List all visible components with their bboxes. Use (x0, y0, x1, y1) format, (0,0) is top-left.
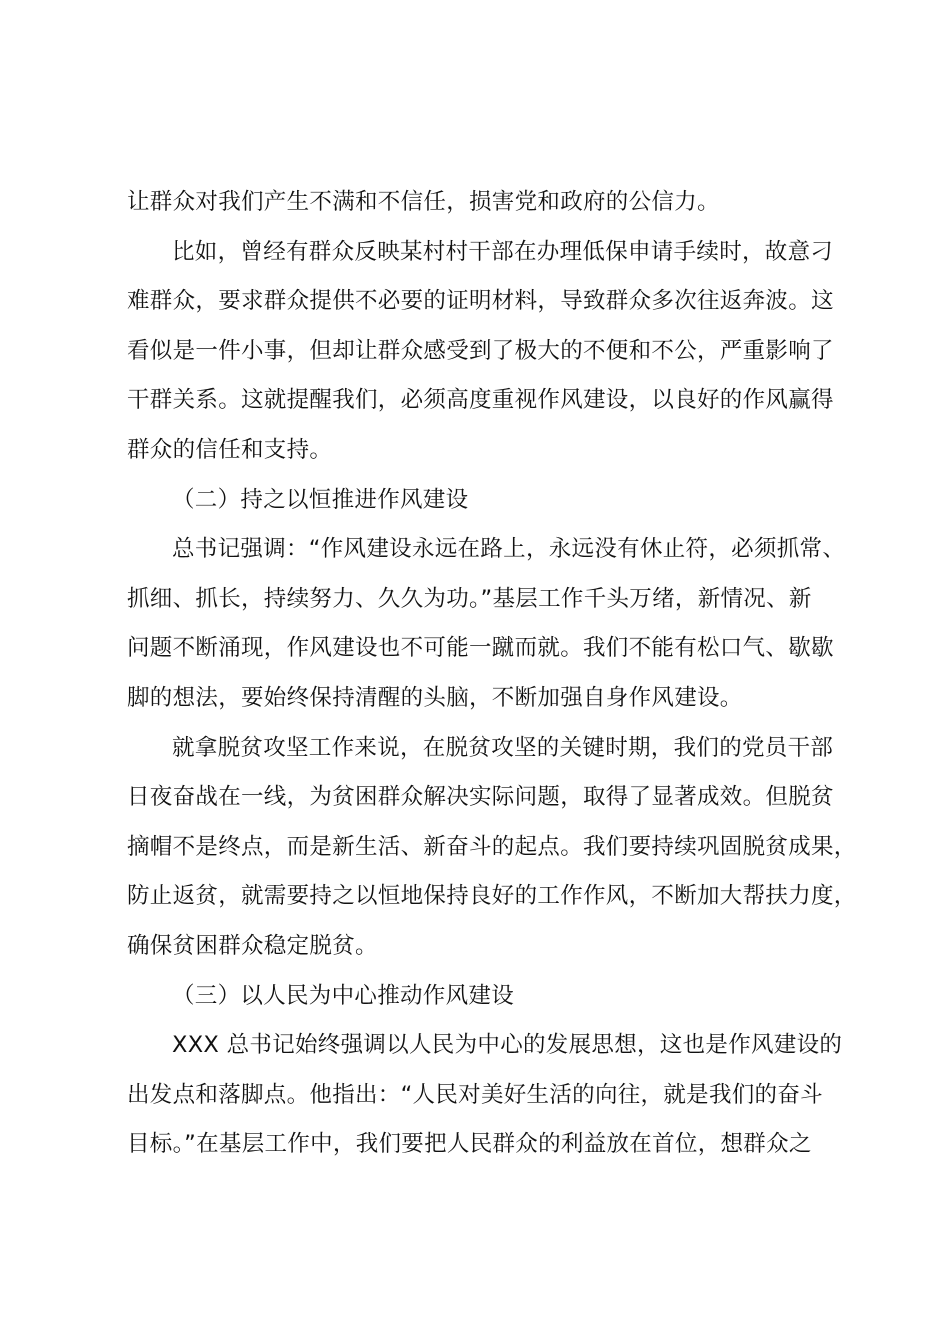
text-line: 总书记强调：“作风建设永远在路上，永远没有休止符，必须抓常、 (172, 536, 846, 563)
text-line: 难群众，要求群众提供不必要的证明材料，导致群众多次往返奔波。这 (127, 288, 834, 315)
text-line: 脚的想法，要始终保持清醒的头脑，不断加强自身作风建设。 (127, 684, 743, 711)
text-line: 看似是一件小事，但却让群众感受到了极大的不便和不公，严重影响了 (127, 337, 834, 364)
text-line: 群众的信任和支持。 (127, 436, 333, 463)
text-line: 出发点和落脚点。他指出：“人民对美好生活的向往，就是我们的奋斗 (127, 1081, 823, 1108)
text-line: 确保贫困群众稳定脱贫。 (127, 932, 378, 959)
text-line: 摘帽不是终点，而是新生活、新奋斗的起点。我们要持续巩固脱贫成果， (127, 833, 857, 860)
text-line: 日夜奋战在一线，为贫困群众解决实际问题，取得了显著成效。但脱贫 (127, 784, 834, 811)
document-body (127, 178, 857, 1170)
text-line: 干群关系。这就提醒我们，必须高度重视作风建设，以良好的作风赢得 (127, 387, 834, 414)
text-line: 抓细、抓长，持续努力、久久为功。”基层工作千头万绪，新情况、新 (127, 585, 812, 612)
section-heading: （三）以人民为中心推动作风建设 (172, 982, 515, 1009)
text-line: 让群众对我们产生不满和不信任，损害党和政府的公信力。 (127, 189, 720, 215)
text-line: 目标。”在基层工作中，我们要把人民群众的利益放在首位，想群众之 (127, 1131, 812, 1158)
text-line: 问题不断涌现，作风建设也不可能一蹴而就。我们不能有松口气、歇歇 (127, 635, 834, 662)
text-line: XXX 总书记始终强调以人民为中心的发展思想，这也是作风建设的 (172, 1032, 843, 1059)
section-heading: （二）持之以恒推进作风建设 (172, 486, 469, 513)
text-line: 防止返贫，就需要持之以恒地保持良好的工作作风，不断加大帮扶力度， (127, 883, 857, 910)
text-line: 比如，曾经有群众反映某村村干部在办理低保申请手续时，故意刁 (172, 238, 834, 265)
text-line: 就拿脱贫攻坚工作来说，在脱贫攻坚的关键时期，我们的党员干部 (172, 734, 834, 761)
